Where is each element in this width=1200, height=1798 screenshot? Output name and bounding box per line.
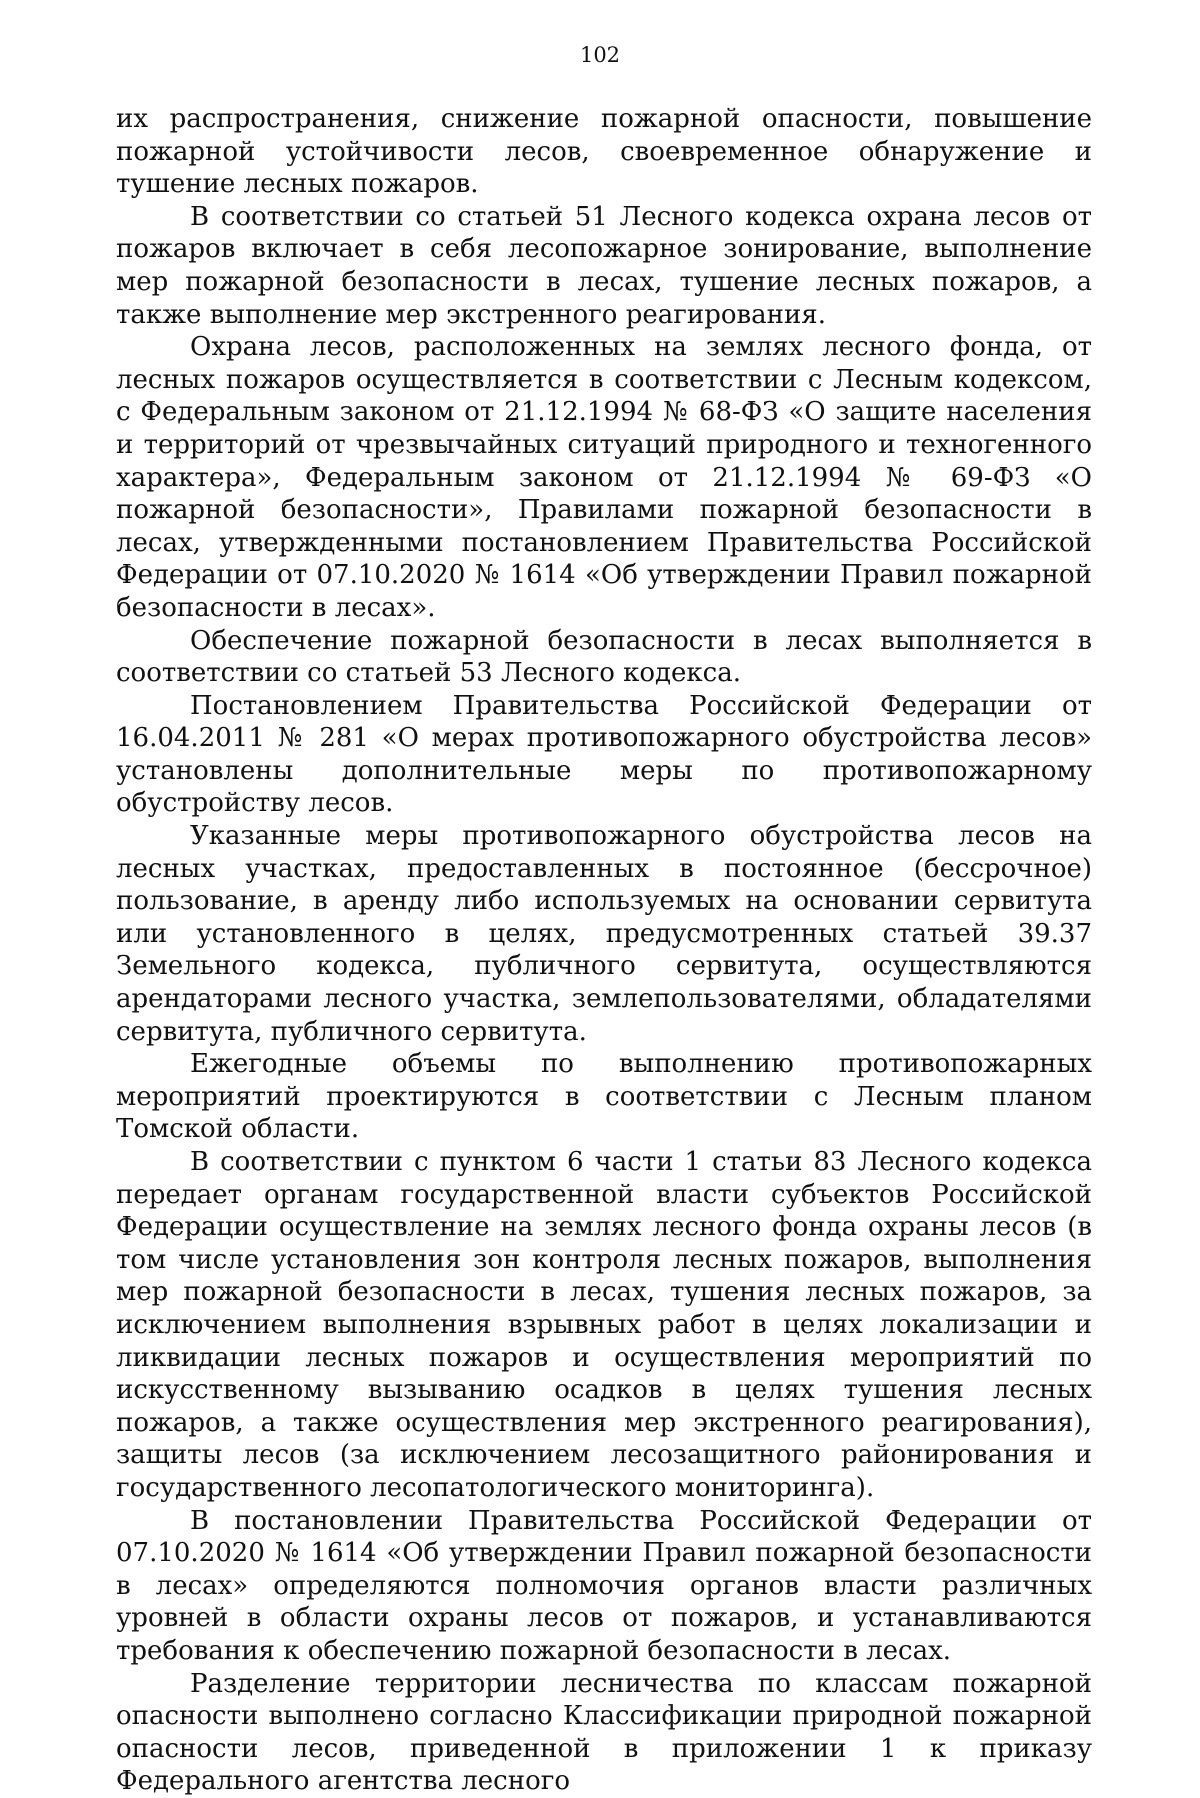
paragraph-article-53: Обеспечение пожарной безопасности в лесах выполняется в соответствии со статьей 53 Лесного кодекса.: [116, 625, 1092, 689]
paragraph-forest-protection-laws: Охрана лесов, расположенных на землях лесного фонда, от лесных пожаров осуществляется в соответствии с Лесным кодексом, с Федеральным законом от 21.12.1994 № 68-ФЗ «О защите населения и территорий от чрезвычайных ситуаций природного и техногенного характера», Федеральным законом от 21.12.1994 № 69-ФЗ «О пожарной безопасности», Правилами пожарной безопасности в лесах, утвержденными постановлением Правительства Российской Федерации от 07.10.2020 № 1614 «Об утверждении Правил пожарной безопасности в лесах».: [116, 332, 1092, 623]
paragraph-measures-tenants: Указанные меры противопожарного обустройства лесов на лесных участках, предоставленных в постоянное (бессрочное) пользование, в аренду либо используемых на основании сервитута или установленного в целях, предусмотренных статьей 39.37 Земельного кодекса, публичного сервитута, осуществляются арендаторами лесного участка, землепользователями, обладателями сервитута, публичного сервитута.: [116, 821, 1092, 1047]
paragraph-annual-volumes: Ежегодные объемы по выполнению противопожарных мероприятий проектируются в соответствии с Лесным планом Томской области.: [116, 1049, 1092, 1145]
paragraph-article-83: В соответствии с пунктом 6 части 1 статьи 83 Лесного кодекса передает органам государственной власти субъектов Российской Федерации осуществление на землях лесного фонда охраны лесов (в том числе установления зон контроля лесных пожаров, выполнения мер пожарной безопасности в лесах, тушения лесных пожаров, за исключением выполнения взрывных работ в целях локализации и ликвидации лесных пожаров и осуществления мероприятий по искусственному вызыванию осадков в целях тушения лесных пожаров, а также осуществления мер экстренного реагирования), защиты лесов (за исключением лесозащитного районирования и государственного лесопатологического мониторинга).: [116, 1147, 1092, 1503]
paragraph-continuation: их распространения, снижение пожарной опасности, повышение пожарной устойчивости лесов, своевременное обнаружение и тушение лесных пожаров.: [116, 104, 1092, 200]
paragraph-fire-danger-classes: Разделение территории лесничества по классам пожарной опасности выполнено согласно Классификации природной пожарной опасности лесов, приведенной в приложении 1 к приказу Федерального агентства лесного: [116, 1668, 1092, 1797]
paragraph-resolution-281: Постановлением Правительства Российской Федерации от 16.04.2011 № 281 «О мерах противопожарного обустройства лесов» установлены дополнительные меры по противопожарному обустройству лесов.: [116, 690, 1092, 819]
document-body: [116, 103, 1092, 1798]
paragraph-resolution-1614: В постановлении Правительства Российской Федерации от 07.10.2020 № 1614 «Об утверждении Правил пожарной безопасности в лесах» определяются полномочия органов власти различных уровней в области охраны лесов от пожаров, и устанавливаются требования к обеспечению пожарной безопасности в лесах.: [116, 1505, 1092, 1666]
paragraph-article-51: В соответствии со статьей 51 Лесного кодекса охрана лесов от пожаров включает в себя лесопожарное зонирование, выполнение мер пожарной безопасности в лесах, тушение лесных пожаров, а также выполнение мер экстренного реагирования.: [116, 201, 1092, 330]
page-number: 102: [579, 43, 621, 67]
